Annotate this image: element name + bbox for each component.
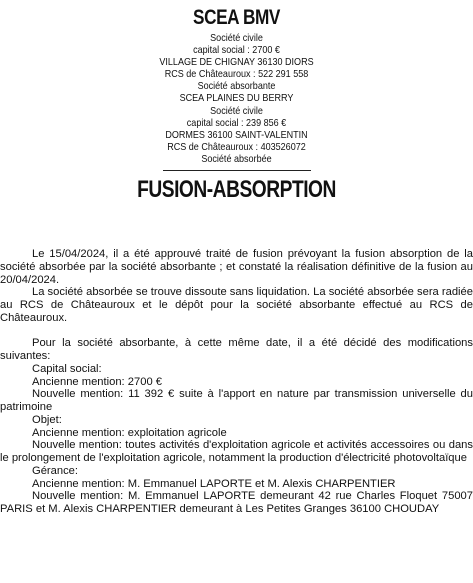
objet-heading: Objet:	[32, 413, 62, 426]
divider	[163, 170, 311, 171]
legal-form-line: Société civile	[210, 32, 263, 44]
absorbed-capital-line: capital social : 239 856 €	[186, 116, 287, 129]
gerance-new-mention: Nouvelle mention: M. Emmanuel LAPORTE demeurant 42 rue Charles Floquet 75007 PARIS et M. Alexis CHARPENTIER demeurant à Les Petites Granges 36100 CHOUDAY	[0, 490, 473, 515]
address-line: VILLAGE DE CHIGNAY 36130 DIORS	[159, 56, 314, 69]
absorbed-address-line: DORMES 36100 SAINT-VALENTIN	[165, 128, 308, 141]
paragraph-dissolution: La société absorbée se trouve dissoute sans liquidation. La société absorbée sera radiée au RCS de Châteauroux et le dépôt pour la société absorbante effectué au RCS de Châteauroux.	[0, 286, 473, 324]
company-details	[0, 32, 473, 165]
role-line: Société absorbante	[197, 80, 276, 93]
objet-new-mention: Nouvelle mention: toutes activités d'exploitation agricole et activités accessoires ou dans le prolongement de l'exploitation agricole, notamment la production d'électricité photovoltaïque	[0, 439, 473, 464]
capital-heading: Capital social:	[32, 362, 102, 375]
absorbed-company-name: SCEA PLAINES DU BERRY	[179, 92, 294, 105]
paragraph-modifications: Pour la société absorbante, à cette même date, il a été décidé des modifications suivantes:	[0, 337, 473, 362]
gerance-heading: Gérance:	[32, 464, 79, 477]
paragraph-gap	[0, 325, 473, 338]
gerance-old-mention: Ancienne mention: M. Emmanuel LAPORTE et M. Alexis CHARPENTIER	[32, 477, 396, 490]
capital-old-mention: Ancienne mention: 2700 €	[32, 375, 162, 388]
capital-new-mention: Nouvelle mention: 11 392 € suite à l'apport en nature par transmission universelle du patrimoine	[0, 388, 473, 413]
absorbed-legal-form-line: Société civile	[210, 104, 263, 117]
notice-body	[0, 248, 473, 516]
rcs-line: RCS de Châteauroux : 522 291 558	[164, 68, 309, 81]
absorbed-role-line: Société absorbée	[201, 152, 272, 165]
capital-line: capital social : 2700 €	[193, 44, 280, 57]
absorbed-rcs-line: RCS de Châteauroux : 403526072	[167, 140, 306, 153]
section-title: FUSION-ABSORPTION	[137, 176, 336, 204]
objet-old-mention: Ancienne mention: exploitation agricole	[32, 426, 227, 439]
company-name: SCEA BMV	[193, 6, 280, 29]
paragraph-approval: Le 15/04/2024, il a été approuvé traité de fusion prévoyant la fusion absorption de la société absorbée par la société absorbante ; et constaté la réalisation définitive de la fusion au 20/04/2024.	[0, 248, 473, 286]
